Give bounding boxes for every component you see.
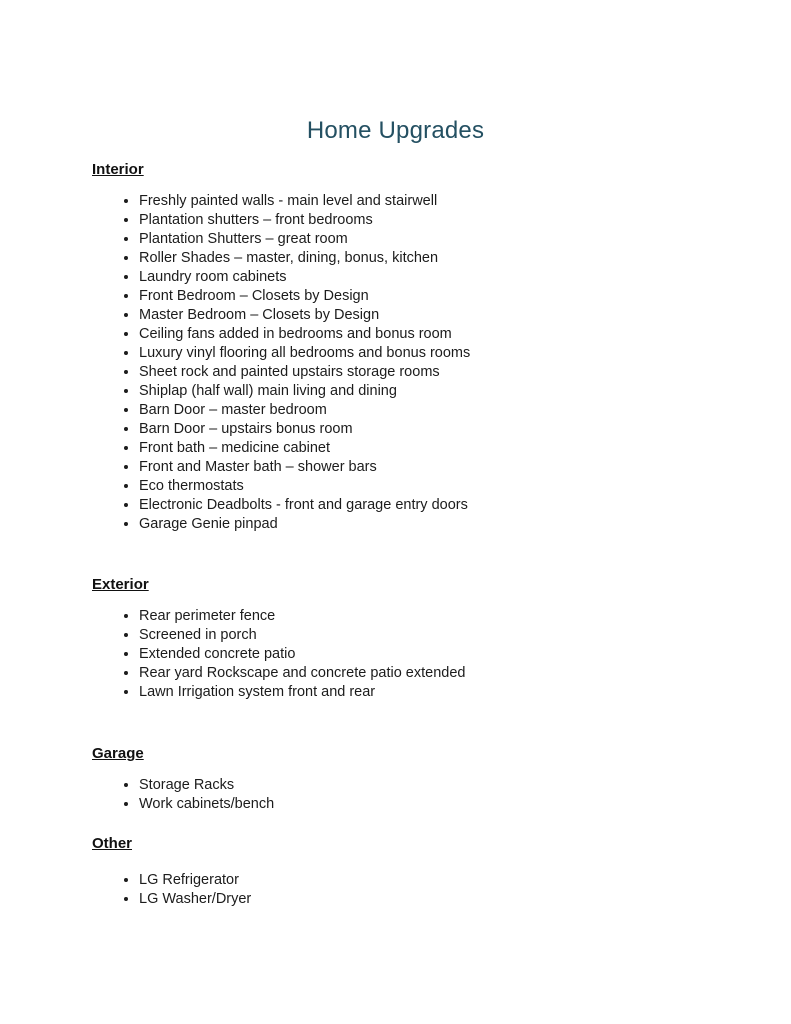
list-item: • Rear perimeter fence <box>139 607 699 626</box>
section-interior <box>92 160 699 534</box>
list-item: • LG Washer/Dryer <box>139 890 699 909</box>
list-item: • Storage Racks <box>139 776 699 795</box>
list-item: • Front Bedroom – Closets by Design <box>139 287 699 306</box>
section-garage <box>92 744 699 814</box>
list-item: • Lawn Irrigation system front and rear <box>139 683 699 702</box>
list-item: • Eco thermostats <box>139 477 699 496</box>
page-title: Home Upgrades <box>306 117 485 144</box>
list-item: • Screened in porch <box>139 626 699 645</box>
list-item: • Work cabinets/bench <box>139 795 699 814</box>
list-item: • Garage Genie pinpad <box>139 515 699 534</box>
list-item: • Freshly painted walls - main level and stairwell <box>139 192 699 211</box>
list-item: • Barn Door – upstairs bonus room <box>139 420 699 439</box>
section-other <box>92 834 699 909</box>
list-item: • Plantation Shutters – great room <box>139 230 699 249</box>
garage-bullet-list <box>92 776 699 814</box>
list-item: • Plantation shutters – front bedrooms <box>139 211 699 230</box>
list-item: • Electronic Deadbolts - front and garage entry doors <box>139 496 699 515</box>
list-item: • Rear yard Rockscape and concrete patio extended <box>139 664 699 683</box>
list-item: • Laundry room cabinets <box>139 268 699 287</box>
list-item: • Sheet rock and painted upstairs storage rooms <box>139 363 699 382</box>
list-item: • Extended concrete patio <box>139 645 699 664</box>
list-item: • LG Refrigerator <box>139 871 699 890</box>
list-item: • Luxury vinyl flooring all bedrooms and bonus rooms <box>139 344 699 363</box>
list-item: • Ceiling fans added in bedrooms and bonus room <box>139 325 699 344</box>
other-bullet-list <box>92 871 699 909</box>
section-heading-interior: Interior <box>92 161 144 178</box>
section-exterior <box>92 575 699 702</box>
exterior-bullet-list <box>92 607 699 702</box>
list-item: • Shiplap (half wall) main living and dining <box>139 382 699 401</box>
section-heading-other: Other <box>92 835 133 852</box>
list-item: • Front bath – medicine cabinet <box>139 439 699 458</box>
list-item: • Barn Door – master bedroom <box>139 401 699 420</box>
interior-bullet-list <box>92 192 699 534</box>
section-heading-exterior: Exterior <box>92 576 149 593</box>
list-item: • Roller Shades – master, dining, bonus, kitchen <box>139 249 699 268</box>
list-item: • Front and Master bath – shower bars <box>139 458 699 477</box>
list-item: • Master Bedroom – Closets by Design <box>139 306 699 325</box>
section-heading-garage: Garage <box>92 745 144 762</box>
